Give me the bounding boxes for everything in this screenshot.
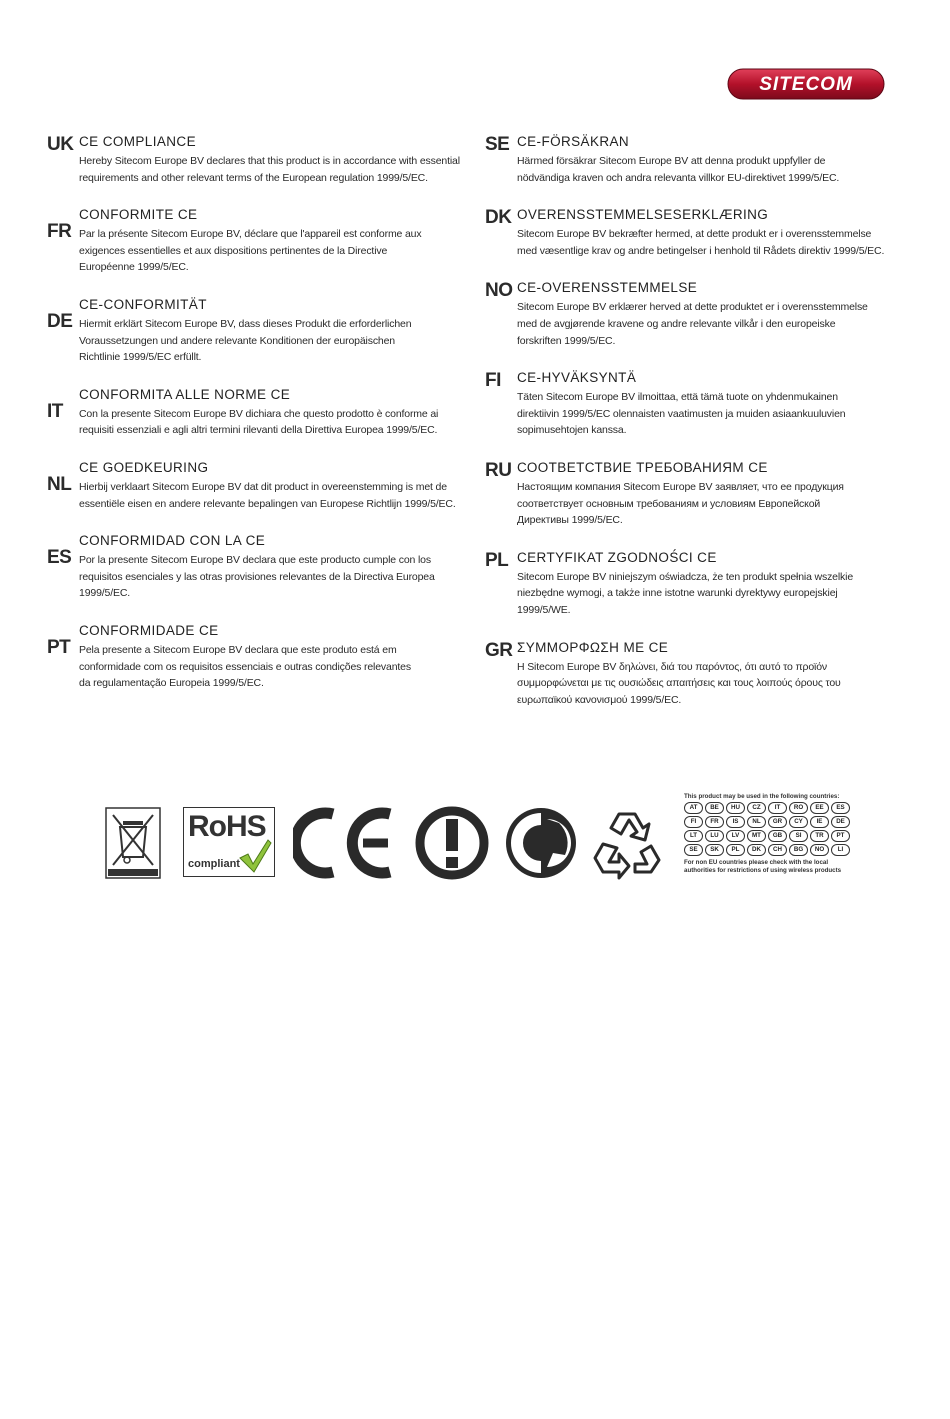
country-badge: DK	[747, 844, 766, 856]
country-usage-list	[684, 793, 856, 874]
declaration-uk	[47, 134, 472, 186]
country-badge: CZ	[747, 802, 766, 814]
declaration-line: Sitecom Europe BV bekræfter hermed, at dette produkt er i overensstemmelse	[517, 228, 872, 241]
declaration-line: Pela presente a Sitecom Europe BV declara que este produto está em	[79, 643, 397, 656]
declaration-text	[79, 642, 472, 692]
country-badge: CY	[789, 816, 808, 828]
declaration-line: Директивы 1999/5/EC.	[517, 514, 623, 527]
declaration-line: Por la presente Sitecom Europe BV declara que este producto cumple con los	[79, 554, 431, 567]
declaration-text	[517, 299, 915, 349]
green-dot-icon	[503, 805, 579, 881]
declaration-line: conformidade com os requisitos essenciais e outras condições relevantes	[79, 660, 411, 673]
country-badge: HU	[726, 802, 745, 814]
countries-footnote: For non EU countries please check with the local authorities for restrictions of using wireless products	[684, 859, 842, 874]
declaration-line: Européenne 1999/5/EC.	[79, 261, 189, 274]
language-code: DK	[485, 207, 512, 229]
country-badge: BE	[705, 802, 724, 814]
declaration-fr	[47, 207, 472, 276]
rohs-badge	[183, 807, 275, 877]
weee-bin-icon	[105, 807, 161, 879]
country-badge: SK	[705, 844, 724, 856]
language-code: NL	[47, 473, 72, 495]
declaration-line: Sitecom Europe BV niniejszym oświadcza, że ten produkt spełnia wszelkie	[517, 570, 854, 583]
declaration-title: CE-HYVÄKSYNTÄ	[517, 370, 637, 386]
declaration-pl	[485, 550, 915, 619]
declaration-title: CE COMPLIANCE	[79, 134, 196, 149]
rohs-label: RoHS	[188, 810, 266, 843]
declaration-de	[47, 297, 472, 366]
declaration-title: CE-CONFORMITÄT	[79, 296, 207, 312]
declaration-line: Par la présente Sitecom Europe BV, déclare que l'appareil est conforme aux	[79, 228, 422, 241]
country-badge: IS	[726, 816, 745, 828]
declaration-title: CE-OVERENSSTEMMELSE	[517, 280, 698, 296]
declaration-line: forskriften 1999/5/EC.	[517, 334, 616, 347]
checkmark-icon	[238, 838, 272, 874]
ce-mark-icon	[293, 806, 393, 880]
language-code: PL	[485, 549, 509, 571]
declaration-line: requirements and other relevant terms of the European regulation 1999/5/EC.	[79, 171, 428, 184]
declaration-line: Voraussetzungen und andere relevante Konditionen der europäischen	[79, 334, 395, 347]
declaration-text	[79, 316, 472, 366]
language-code: SE	[485, 134, 510, 155]
declaration-text	[517, 479, 915, 529]
country-badge: GB	[768, 830, 787, 842]
declaration-line: nödvändiga kraven och andra relevanta villkor EU-direktivet 1999/5/EC.	[517, 171, 840, 184]
language-code: RU	[485, 459, 512, 481]
declaration-line: Täten Sitecom Europe BV ilmoittaa, että tämä tuote on yhdenmukainen	[517, 391, 838, 404]
declaration-line: niezbędne wymogi, a także inne istotne warunki dyrektywy europejskiej	[517, 587, 838, 600]
declaration-title: ΣΥΜΜΟΡΦΩΣΗ ΜΕ CE	[517, 639, 669, 655]
country-badge: RO	[789, 802, 808, 814]
language-code: ES	[47, 547, 72, 569]
declaration-gr	[485, 640, 915, 709]
country-badge: TR	[810, 830, 829, 842]
language-code: FR	[47, 221, 72, 243]
declaration-ru	[485, 460, 915, 529]
declaration-line: соответствует основным требованиям и условиям Европейской	[517, 497, 821, 510]
declaration-text	[79, 479, 472, 512]
declaration-title: CE-FÖRSÄKRAN	[517, 134, 630, 149]
country-badge: LI	[831, 844, 850, 856]
country-badge: DE	[831, 816, 850, 828]
declaration-line: Hierbij verklaart Sitecom Europe BV dat dit product in overeenstemming is met de	[79, 480, 447, 493]
declaration-se	[485, 134, 915, 186]
language-code: FI	[485, 370, 501, 392]
declaration-pt	[47, 623, 472, 692]
language-code: GR	[485, 639, 513, 661]
country-badge: PL	[726, 844, 745, 856]
declaration-title: CONFORMIDAD CON LA CE	[79, 533, 266, 549]
declaration-text	[517, 569, 915, 619]
declaration-line: Härmed försäkrar Sitecom Europe BV att denna produkt uppfyller de	[517, 155, 826, 167]
declaration-title: CONFORMITA ALLE NORME CE	[79, 386, 291, 402]
declaration-dk	[485, 207, 915, 259]
country-badge: SI	[789, 830, 808, 842]
declaration-line: requisiti essenziali e agli altri termini rilevanti della Direttiva Europea 1999/5/EC.	[79, 424, 438, 437]
svg-text:SITECOM: SITECOM	[759, 74, 853, 95]
language-code: NO	[485, 280, 513, 302]
country-badge: SE	[684, 844, 703, 856]
declaration-text	[79, 552, 472, 602]
country-badge: LU	[705, 830, 724, 842]
declaration-line: direktiivin 1999/5/EC olennaisten vaatimusten ja muiden asiaankuuluvien	[517, 407, 846, 420]
country-badge: FI	[684, 816, 703, 828]
declaration-line: Richtlinie 1999/5/EC erfüllt.	[79, 351, 202, 364]
declaration-line: Hiermit erklärt Sitecom Europe BV, dass dieses Produkt die erforderlichen	[79, 317, 412, 330]
recycle-icon	[589, 804, 665, 882]
declaration-line: requisitos esenciales y las otras provisiones relevantes de la Directiva Europea	[79, 570, 435, 583]
declaration-line: exigences essentielles et aux dispositions pertinentes de la Directive	[79, 244, 388, 257]
declaration-text	[517, 153, 915, 186]
declaration-nl	[47, 460, 472, 512]
right-column	[485, 134, 915, 729]
declaration-title: СООТВЕТСТВИЕ ТРЕБОВАНИЯМ CE	[517, 459, 768, 475]
country-badge: GR	[768, 816, 787, 828]
declaration-line: essentiële eisen en andere relevante bepalingen van Europese Richtlijn 1999/5/EC.	[79, 497, 456, 510]
declaration-title: OVERENSSTEMMELSESERKLÆRING	[517, 207, 769, 223]
declaration-text	[517, 226, 915, 259]
country-badge: EE	[810, 802, 829, 814]
declaration-fi	[485, 370, 915, 439]
country-badge: IE	[810, 816, 829, 828]
declaration-line: Настоящим компания Sitecom Europe BV заявляет, что ее продукция	[517, 480, 844, 493]
declaration-text	[517, 389, 915, 439]
country-badge: PT	[831, 830, 850, 842]
country-badge: NL	[747, 816, 766, 828]
declaration-text	[79, 406, 472, 439]
declaration-title: CONFORMITE CE	[79, 207, 198, 223]
declaration-line: da regulamentação Europeia 1999/5/EC.	[79, 677, 264, 690]
sitecom-logo	[727, 68, 885, 100]
declaration-line: Η Sitecom Europe BV δηλώνει, διά του παρόντος, ότι αυτό το προϊόν	[517, 660, 828, 673]
declaration-line: Con la presente Sitecom Europe BV dichiara che questo prodotto è conforme ai	[79, 407, 439, 420]
country-grid	[684, 802, 856, 856]
declaration-no	[485, 280, 915, 349]
left-column	[47, 134, 472, 713]
declaration-title: CONFORMIDADE CE	[79, 622, 219, 638]
language-code: DE	[47, 310, 73, 332]
country-badge: AT	[684, 802, 703, 814]
declaration-line: 1999/5/EC.	[79, 587, 131, 600]
declaration-title: CE GOEDKEURING	[79, 459, 209, 475]
countries-heading: This product may be used in the following countries:	[684, 793, 840, 800]
country-badge: MT	[747, 830, 766, 842]
language-code: PT	[47, 636, 71, 658]
country-badge: NO	[810, 844, 829, 856]
declaration-es	[47, 533, 472, 602]
declaration-text	[79, 226, 472, 276]
country-badge: LV	[726, 830, 745, 842]
country-badge: LT	[684, 830, 703, 842]
country-badge: IT	[768, 802, 787, 814]
rohs-sub-label: compliant	[188, 858, 240, 870]
declaration-line: ευρωπαϊκού κανονισμού 1999/5/EC.	[517, 693, 682, 706]
country-badge: ES	[831, 802, 850, 814]
declaration-line: συμμορφώνεται με τις ουσιώδεις απαιτήσεις και τους λοιπούς όρους του	[517, 677, 841, 690]
country-badge: FR	[705, 816, 724, 828]
country-badge: BG	[789, 844, 808, 856]
declaration-line: 1999/5/WE.	[517, 603, 571, 616]
language-code: UK	[47, 134, 74, 155]
language-code: IT	[47, 400, 63, 422]
declaration-text	[517, 659, 915, 709]
declaration-text	[79, 153, 472, 186]
declaration-line: Sitecom Europe BV erklærer herved at dette produktet er i overensstemmelse	[517, 301, 868, 314]
alert-sign-icon	[414, 805, 490, 881]
declaration-line: sopimusehtojen kanssa.	[517, 424, 627, 437]
country-badge: CH	[768, 844, 787, 856]
declaration-title: CERTYFIKAT ZGODNOŚCI CE	[517, 549, 717, 565]
declaration-line: med de avgjørende kravene og andre relevante vilkår i den europeiske	[517, 317, 836, 330]
declaration-line: med væsentlige krav og andre betingelser i henhold til Rådets direktiv 1999/5/EC.	[517, 244, 885, 257]
declaration-line: Hereby Sitecom Europe BV declares that this product is in accordance with essential	[79, 155, 460, 167]
declaration-it	[47, 387, 472, 439]
